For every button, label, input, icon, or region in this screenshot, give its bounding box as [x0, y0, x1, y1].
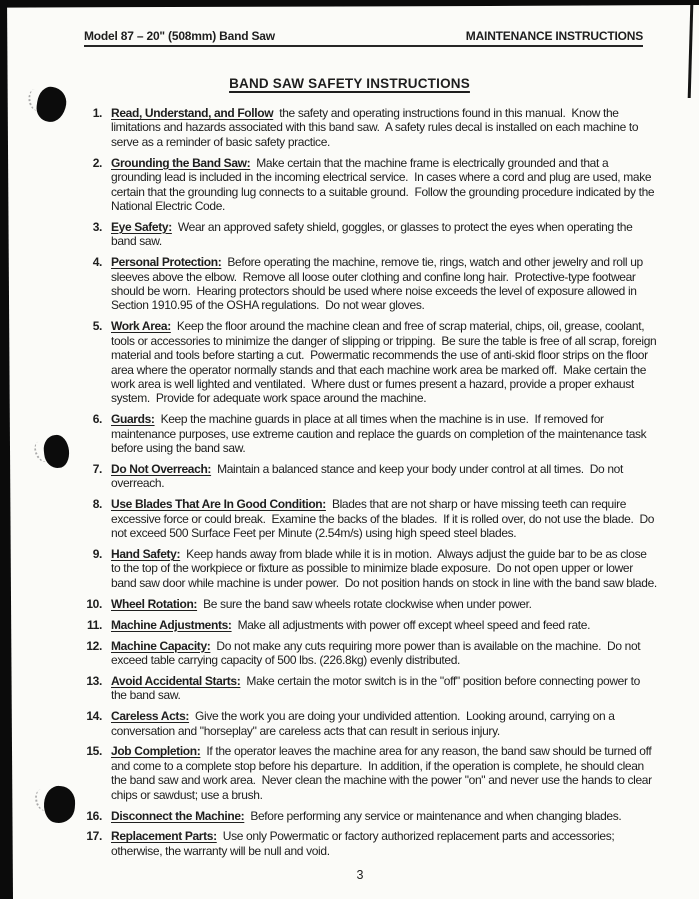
item-body: Be sure the band saw wheels rotate clockwise when under power. — [203, 596, 532, 611]
item-number: 10. — [86, 596, 102, 611]
header-model-label: Model 87 – 20" (508mm) Band Saw — [84, 29, 275, 43]
list-item — [78, 462, 658, 491]
item-heading: Do Not Overreach: — [111, 461, 212, 476]
item-heading: Eye Safety: — [111, 219, 172, 234]
item-body: Before performing any service or maintenance and when changing blades. — [250, 808, 622, 823]
list-item — [78, 618, 658, 632]
item-number: 4. — [92, 255, 102, 270]
item-heading: Use Blades That Are In Good Condition: — [111, 497, 326, 512]
item-body: Make all adjustments with power off except wheel speed and feed rate. — [237, 617, 591, 632]
list-item — [78, 597, 658, 611]
item-body: Wear an approved safety shield, goggles, or glasses to protect the eyes when operating the band saw. — [111, 219, 636, 249]
item-heading: Hand Safety: — [111, 546, 181, 561]
item-body: Maintain a balanced stance and keep your body under control at all times. Do not overreach. — [111, 461, 626, 491]
safety-list — [78, 106, 658, 865]
list-item — [78, 809, 658, 823]
item-body: the safety and operating instructions found in this manual. Know the limitations and hazards associated with this band saw. A safety rules decal is installed on each machine to serve as a reminder of basic safety practice. — [111, 106, 642, 149]
page-title: BAND SAW SAFETY INSTRUCTIONS — [229, 76, 470, 91]
item-heading: Careless Acts: — [111, 709, 190, 724]
item-body: Blades that are not sharp or have missing teeth can require excessive force or could break. Examine the backs of the blades. If it is rolled over, do not use the blade. Do not exceed 500 Surface Feet per Minute (2.54m/s) using high speed steel blades. — [111, 497, 658, 541]
item-heading: Wheel Rotation: — [111, 596, 198, 611]
hole-punch-mark — [43, 785, 77, 824]
list-item — [78, 829, 658, 858]
item-heading: Machine Capacity: — [111, 638, 211, 653]
item-number: 14. — [86, 709, 102, 724]
item-heading: Machine Adjustments: — [111, 617, 232, 632]
item-number: 5. — [92, 319, 102, 334]
scan-edge-top — [0, 0, 699, 8]
item-body: Give the work you are doing your undivided attention. Looking around, carrying on a conversation and "horseplay" are careless acts that can result in serious injury. — [111, 709, 618, 738]
item-number: 17. — [86, 829, 102, 844]
list-item — [78, 412, 658, 455]
list-item — [78, 220, 658, 249]
item-body: Do not make any cuts requiring more power than is available on the machine. Do not exceed table carrying capacity of 500 lbs. (226.8kg) evenly distributed. — [111, 638, 644, 667]
item-heading: Read, Understand, and Follow — [111, 106, 274, 120]
item-number: 6. — [92, 412, 102, 427]
item-number: 13. — [86, 673, 102, 688]
page-number: 3 — [356, 868, 364, 882]
item-body: Make certain that the machine frame is electrically grounded and that a grounding lead is included in the incoming electrical service. In cases where a cord and plug are used, make certain that the grounding lug connects to a suitable ground. Follow the grounding procedure indicated by the National Electric Code. — [111, 155, 658, 213]
list-item — [78, 319, 658, 405]
item-heading: Replacement Parts: — [111, 829, 217, 844]
item-heading: Guards: — [111, 412, 155, 427]
item-number: 11. — [87, 617, 102, 632]
item-number: 16. — [86, 808, 102, 823]
hole-punch-mark — [42, 434, 70, 469]
item-number: 15. — [86, 744, 102, 759]
item-heading: Disconnect the Machine: — [111, 808, 245, 823]
item-body: Use only Powermatic or factory authorized replacement parts and accessories; otherwise, the warranty will be null and void. — [111, 829, 618, 858]
item-number: 1. — [92, 106, 102, 120]
list-item — [78, 255, 658, 313]
item-body: Keep the floor around the machine clean and free of scrap material, chips, oil, grease, coolant, tools or accessories to minimize the danger of slipping or tripping. Be sure the table is free of all scrap, foreign material and tools before starting a cut. Powermatic recommends the use of anti-skid floor strips on the floor area where the operator normally stands and that each machine work area be marked off. Make certain the work area is well lighted and ventilated. Where dust or fumes present a hazard, provide a proper exhaust system. Provide for adequate work space around the machine. — [111, 319, 660, 406]
page-header — [84, 29, 643, 47]
item-body: If the operator leaves the machine area for any reason, the band saw should be turned off and come to a complete stop before his departure. In addition, if the operation is complete, he should clean the band saw and work area. Never clean the machine with the power "on" and never use the hands to clear chips or sawdust; use a brush. — [111, 744, 655, 802]
list-item — [78, 674, 658, 703]
list-item — [78, 744, 658, 802]
item-body: Make certain the motor switch is in the "off" position before connecting power to the band saw. — [111, 673, 643, 703]
item-heading: Grounding the Band Saw: — [111, 155, 251, 170]
item-heading: Job Completion: — [111, 744, 201, 759]
item-heading: Avoid Accidental Starts: — [111, 673, 241, 688]
list-item — [78, 709, 658, 738]
list-item — [78, 547, 658, 590]
item-number: 8. — [92, 497, 102, 512]
item-number: 7. — [92, 461, 102, 476]
header-section-label: MAINTENANCE INSTRUCTIONS — [465, 29, 643, 43]
item-number: 2. — [92, 155, 102, 170]
item-heading: Work Area: — [111, 319, 171, 334]
item-body: Keep the machine guards in place at all times when the machine is in use. If removed for maintenance purposes, use extreme caution and replace the guards on completion of the maintenance task before using the band saw. — [111, 412, 650, 456]
item-number: 3. — [92, 219, 102, 234]
scan-edge-left — [0, 0, 13, 899]
item-heading: Personal Protection: — [111, 255, 222, 270]
list-item — [78, 106, 658, 149]
item-body: Before operating the machine, remove tie, rings, watch and other jewelry and roll up sleeves above the elbow. Remove all loose outer clothing and confine long hair. Protective-type footwear should be worn. Hearing protectors should be used where noise exceeds the level of exposure allowed in Section 1910.95 of the OSHA regulations. Do not wear gloves. — [111, 255, 646, 313]
item-number: 9. — [92, 546, 102, 561]
list-item — [78, 156, 658, 214]
item-body: Keep hands away from blade while it is in motion. Always adjust the guide bar to be as close to the top of the workpiece or fixture as possible to minimize blade exposure. Do not open upper or lower band saw door while machine is under power. Do not position hands on stock in line with the band saw blade. — [111, 546, 657, 590]
item-number: 12. — [86, 638, 102, 653]
list-item — [78, 497, 658, 540]
list-item — [78, 639, 658, 668]
